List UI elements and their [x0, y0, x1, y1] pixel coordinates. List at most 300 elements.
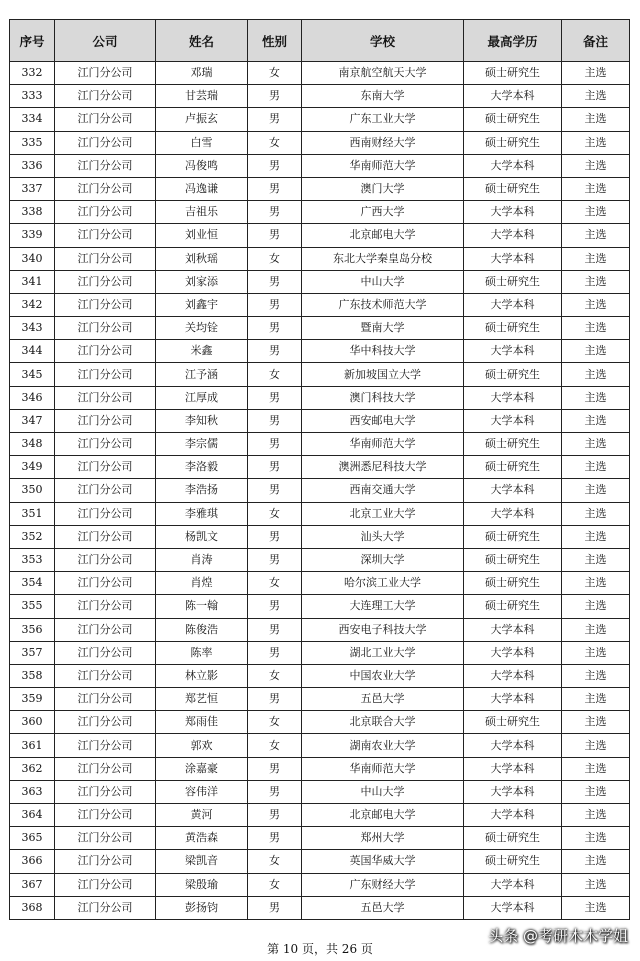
- cell-company: 江门分公司: [55, 154, 156, 177]
- cell-school: 湖北工业大学: [302, 641, 464, 664]
- cell-serial-number: 364: [10, 804, 55, 827]
- cell-name: 卢振玄: [156, 108, 248, 131]
- column-header-serial-number: 序号: [10, 20, 55, 62]
- cell-school: 新加坡国立大学: [302, 363, 464, 386]
- table-row: [10, 548, 630, 571]
- cell-school: 中山大学: [302, 780, 464, 803]
- cell-name: 关均铨: [156, 317, 248, 340]
- cell-company: 江门分公司: [55, 688, 156, 711]
- cell-company: 江门分公司: [55, 734, 156, 757]
- cell-name: 李浩扬: [156, 479, 248, 502]
- cell-school: 汕头大学: [302, 525, 464, 548]
- cell-company: 江门分公司: [55, 618, 156, 641]
- cell-remark: 主选: [562, 340, 630, 363]
- column-header-school: 学校: [302, 20, 464, 62]
- table-row: [10, 896, 630, 919]
- cell-gender: 男: [248, 595, 302, 618]
- cell-highest-degree: 大学本科: [464, 804, 562, 827]
- cell-remark: 主选: [562, 317, 630, 340]
- cell-name: 江厚成: [156, 386, 248, 409]
- cell-gender: 男: [248, 85, 302, 108]
- cell-remark: 主选: [562, 641, 630, 664]
- cell-highest-degree: 大学本科: [464, 618, 562, 641]
- cell-company: 江门分公司: [55, 664, 156, 687]
- cell-highest-degree: 硕士研究生: [464, 595, 562, 618]
- cell-company: 江门分公司: [55, 502, 156, 525]
- cell-company: 江门分公司: [55, 247, 156, 270]
- cell-name: 刘鑫宇: [156, 293, 248, 316]
- cell-remark: 主选: [562, 224, 630, 247]
- cell-remark: 主选: [562, 270, 630, 293]
- table-row: [10, 479, 630, 502]
- cell-school: 南京航空航天大学: [302, 62, 464, 85]
- cell-school: 广东技术师范大学: [302, 293, 464, 316]
- cell-name: 杨凯文: [156, 525, 248, 548]
- cell-company: 江门分公司: [55, 780, 156, 803]
- cell-name: 邓瑞: [156, 62, 248, 85]
- cell-highest-degree: 大学本科: [464, 479, 562, 502]
- cell-serial-number: 332: [10, 62, 55, 85]
- cell-company: 江门分公司: [55, 131, 156, 154]
- cell-serial-number: 357: [10, 641, 55, 664]
- table-row: [10, 757, 630, 780]
- cell-gender: 男: [248, 340, 302, 363]
- table-row: [10, 456, 630, 479]
- cell-company: 江门分公司: [55, 595, 156, 618]
- cell-highest-degree: 大学本科: [464, 873, 562, 896]
- cell-company: 江门分公司: [55, 177, 156, 200]
- cell-gender: 男: [248, 386, 302, 409]
- cell-school: 哈尔滨工业大学: [302, 572, 464, 595]
- cell-highest-degree: 大学本科: [464, 502, 562, 525]
- cell-highest-degree: 硕士研究生: [464, 62, 562, 85]
- cell-remark: 主选: [562, 62, 630, 85]
- table-row: [10, 711, 630, 734]
- table-row: [10, 734, 630, 757]
- table-row: [10, 108, 630, 131]
- table-body: [10, 62, 630, 920]
- table-row: [10, 85, 630, 108]
- cell-school: 大连理工大学: [302, 595, 464, 618]
- roster-table: [9, 19, 630, 920]
- cell-school: 北京邮电大学: [302, 804, 464, 827]
- cell-highest-degree: 大学本科: [464, 409, 562, 432]
- cell-serial-number: 363: [10, 780, 55, 803]
- cell-highest-degree: 硕士研究生: [464, 456, 562, 479]
- cell-gender: 男: [248, 224, 302, 247]
- cell-gender: 男: [248, 641, 302, 664]
- page-number: 第 10 页，共 26 页: [267, 942, 373, 956]
- cell-company: 江门分公司: [55, 572, 156, 595]
- table-row: [10, 688, 630, 711]
- cell-name: 肖煌: [156, 572, 248, 595]
- cell-highest-degree: 硕士研究生: [464, 572, 562, 595]
- cell-name: 米鑫: [156, 340, 248, 363]
- cell-gender: 男: [248, 201, 302, 224]
- cell-serial-number: 353: [10, 548, 55, 571]
- cell-remark: 主选: [562, 177, 630, 200]
- cell-remark: 主选: [562, 108, 630, 131]
- table-row: [10, 873, 630, 896]
- cell-serial-number: 345: [10, 363, 55, 386]
- cell-name: 陈一翰: [156, 595, 248, 618]
- cell-remark: 主选: [562, 711, 630, 734]
- cell-company: 江门分公司: [55, 201, 156, 224]
- cell-school: 西南财经大学: [302, 131, 464, 154]
- cell-remark: 主选: [562, 502, 630, 525]
- cell-name: 涂嘉豪: [156, 757, 248, 780]
- cell-serial-number: 335: [10, 131, 55, 154]
- cell-highest-degree: 大学本科: [464, 85, 562, 108]
- cell-serial-number: 340: [10, 247, 55, 270]
- cell-remark: 主选: [562, 386, 630, 409]
- table-row: [10, 780, 630, 803]
- table-row: [10, 502, 630, 525]
- cell-school: 五邑大学: [302, 688, 464, 711]
- table-row: [10, 131, 630, 154]
- table-row: [10, 804, 630, 827]
- cell-serial-number: 349: [10, 456, 55, 479]
- cell-serial-number: 368: [10, 896, 55, 919]
- table-row: [10, 850, 630, 873]
- cell-remark: 主选: [562, 827, 630, 850]
- cell-school: 澳门科技大学: [302, 386, 464, 409]
- cell-gender: 男: [248, 780, 302, 803]
- cell-school: 澳门大学: [302, 177, 464, 200]
- cell-name: 陈率: [156, 641, 248, 664]
- cell-school: 东北大学秦皇岛分校: [302, 247, 464, 270]
- table-row: [10, 317, 630, 340]
- cell-remark: 主选: [562, 479, 630, 502]
- cell-gender: 男: [248, 456, 302, 479]
- cell-highest-degree: 大学本科: [464, 664, 562, 687]
- cell-remark: 主选: [562, 525, 630, 548]
- cell-highest-degree: 硕士研究生: [464, 108, 562, 131]
- cell-remark: 主选: [562, 456, 630, 479]
- cell-school: 五邑大学: [302, 896, 464, 919]
- cell-remark: 主选: [562, 363, 630, 386]
- cell-company: 江门分公司: [55, 224, 156, 247]
- cell-company: 江门分公司: [55, 108, 156, 131]
- cell-gender: 男: [248, 177, 302, 200]
- cell-serial-number: 365: [10, 827, 55, 850]
- cell-gender: 女: [248, 873, 302, 896]
- table-row: [10, 433, 630, 456]
- cell-gender: 女: [248, 572, 302, 595]
- cell-company: 江门分公司: [55, 62, 156, 85]
- cell-serial-number: 362: [10, 757, 55, 780]
- cell-company: 江门分公司: [55, 711, 156, 734]
- cell-serial-number: 343: [10, 317, 55, 340]
- cell-school: 北京邮电大学: [302, 224, 464, 247]
- cell-gender: 男: [248, 548, 302, 571]
- cell-remark: 主选: [562, 873, 630, 896]
- cell-gender: 男: [248, 409, 302, 432]
- cell-company: 江门分公司: [55, 386, 156, 409]
- table-row: [10, 247, 630, 270]
- cell-company: 江门分公司: [55, 433, 156, 456]
- table-row: [10, 827, 630, 850]
- cell-serial-number: 355: [10, 595, 55, 618]
- cell-highest-degree: 大学本科: [464, 896, 562, 919]
- cell-gender: 女: [248, 502, 302, 525]
- cell-name: 吉祖乐: [156, 201, 248, 224]
- cell-gender: 男: [248, 688, 302, 711]
- cell-serial-number: 351: [10, 502, 55, 525]
- cell-name: 李雅琪: [156, 502, 248, 525]
- cell-gender: 女: [248, 664, 302, 687]
- watermark: 头条 @考研木木学姐: [488, 927, 628, 945]
- cell-remark: 主选: [562, 85, 630, 108]
- cell-serial-number: 333: [10, 85, 55, 108]
- cell-school: 华南师范大学: [302, 757, 464, 780]
- cell-school: 广东工业大学: [302, 108, 464, 131]
- cell-gender: 男: [248, 293, 302, 316]
- cell-company: 江门分公司: [55, 340, 156, 363]
- cell-company: 江门分公司: [55, 479, 156, 502]
- cell-remark: 主选: [562, 548, 630, 571]
- cell-school: 北京联合大学: [302, 711, 464, 734]
- table-row: [10, 340, 630, 363]
- cell-company: 江门分公司: [55, 804, 156, 827]
- cell-school: 西南交通大学: [302, 479, 464, 502]
- table-row: [10, 664, 630, 687]
- table-row: [10, 62, 630, 85]
- cell-company: 江门分公司: [55, 850, 156, 873]
- cell-highest-degree: 大学本科: [464, 641, 562, 664]
- cell-name: 刘家添: [156, 270, 248, 293]
- cell-company: 江门分公司: [55, 827, 156, 850]
- cell-serial-number: 367: [10, 873, 55, 896]
- table-row: [10, 177, 630, 200]
- cell-school: 西安电子科技大学: [302, 618, 464, 641]
- cell-highest-degree: 硕士研究生: [464, 317, 562, 340]
- cell-remark: 主选: [562, 618, 630, 641]
- cell-highest-degree: 硕士研究生: [464, 711, 562, 734]
- cell-gender: 男: [248, 757, 302, 780]
- cell-name: 李洛毅: [156, 456, 248, 479]
- cell-serial-number: 352: [10, 525, 55, 548]
- cell-school: 广东财经大学: [302, 873, 464, 896]
- cell-name: 黄浩森: [156, 827, 248, 850]
- cell-gender: 男: [248, 827, 302, 850]
- cell-gender: 男: [248, 270, 302, 293]
- table-row: [10, 224, 630, 247]
- column-header-company: 公司: [55, 20, 156, 62]
- cell-gender: 女: [248, 62, 302, 85]
- cell-serial-number: 341: [10, 270, 55, 293]
- cell-highest-degree: 大学本科: [464, 247, 562, 270]
- cell-school: 华南师范大学: [302, 433, 464, 456]
- cell-highest-degree: 大学本科: [464, 780, 562, 803]
- cell-school: 华南师范大学: [302, 154, 464, 177]
- cell-company: 江门分公司: [55, 270, 156, 293]
- cell-name: 林立影: [156, 664, 248, 687]
- cell-name: 冯逸谦: [156, 177, 248, 200]
- cell-gender: 女: [248, 247, 302, 270]
- cell-remark: 主选: [562, 757, 630, 780]
- cell-school: 华中科技大学: [302, 340, 464, 363]
- cell-serial-number: 361: [10, 734, 55, 757]
- cell-serial-number: 358: [10, 664, 55, 687]
- cell-highest-degree: 硕士研究生: [464, 525, 562, 548]
- cell-highest-degree: 大学本科: [464, 688, 562, 711]
- cell-serial-number: 360: [10, 711, 55, 734]
- cell-remark: 主选: [562, 804, 630, 827]
- cell-remark: 主选: [562, 734, 630, 757]
- cell-company: 江门分公司: [55, 525, 156, 548]
- column-header-gender: 性别: [248, 20, 302, 62]
- table-row: [10, 293, 630, 316]
- cell-school: 深圳大学: [302, 548, 464, 571]
- cell-company: 江门分公司: [55, 873, 156, 896]
- table-row: [10, 525, 630, 548]
- table-row: [10, 641, 630, 664]
- table-row: [10, 270, 630, 293]
- table-row: [10, 572, 630, 595]
- cell-school: 中山大学: [302, 270, 464, 293]
- cell-highest-degree: 大学本科: [464, 224, 562, 247]
- column-header-name: 姓名: [156, 20, 248, 62]
- cell-serial-number: 348: [10, 433, 55, 456]
- cell-name: 陈俊浩: [156, 618, 248, 641]
- cell-remark: 主选: [562, 572, 630, 595]
- cell-school: 西安邮电大学: [302, 409, 464, 432]
- cell-serial-number: 346: [10, 386, 55, 409]
- cell-gender: 男: [248, 433, 302, 456]
- cell-serial-number: 342: [10, 293, 55, 316]
- cell-highest-degree: 大学本科: [464, 734, 562, 757]
- cell-company: 江门分公司: [55, 456, 156, 479]
- cell-name: 容伟洋: [156, 780, 248, 803]
- cell-name: 肖涛: [156, 548, 248, 571]
- cell-company: 江门分公司: [55, 317, 156, 340]
- cell-name: 郑艺恒: [156, 688, 248, 711]
- cell-company: 江门分公司: [55, 641, 156, 664]
- cell-remark: 主选: [562, 664, 630, 687]
- cell-name: 梁凯音: [156, 850, 248, 873]
- cell-remark: 主选: [562, 131, 630, 154]
- cell-gender: 男: [248, 896, 302, 919]
- cell-serial-number: 359: [10, 688, 55, 711]
- column-header-remark: 备注: [562, 20, 630, 62]
- cell-school: 暨南大学: [302, 317, 464, 340]
- column-header-highest-degree: 最高学历: [464, 20, 562, 62]
- cell-serial-number: 334: [10, 108, 55, 131]
- cell-remark: 主选: [562, 896, 630, 919]
- cell-serial-number: 344: [10, 340, 55, 363]
- cell-serial-number: 366: [10, 850, 55, 873]
- cell-highest-degree: 硕士研究生: [464, 548, 562, 571]
- cell-gender: 男: [248, 317, 302, 340]
- cell-name: 刘业恒: [156, 224, 248, 247]
- table-row: [10, 618, 630, 641]
- cell-highest-degree: 硕士研究生: [464, 827, 562, 850]
- cell-remark: 主选: [562, 595, 630, 618]
- cell-highest-degree: 大学本科: [464, 293, 562, 316]
- cell-serial-number: 338: [10, 201, 55, 224]
- cell-remark: 主选: [562, 433, 630, 456]
- cell-name: 彭扬钧: [156, 896, 248, 919]
- cell-highest-degree: 大学本科: [464, 386, 562, 409]
- cell-company: 江门分公司: [55, 85, 156, 108]
- cell-school: 北京工业大学: [302, 502, 464, 525]
- cell-serial-number: 350: [10, 479, 55, 502]
- cell-highest-degree: 硕士研究生: [464, 270, 562, 293]
- cell-name: 梁殷瑜: [156, 873, 248, 896]
- cell-serial-number: 339: [10, 224, 55, 247]
- cell-school: 英国华威大学: [302, 850, 464, 873]
- cell-serial-number: 336: [10, 154, 55, 177]
- cell-name: 甘芸瑞: [156, 85, 248, 108]
- cell-gender: 男: [248, 525, 302, 548]
- cell-name: 刘秋瑶: [156, 247, 248, 270]
- cell-name: 冯俊鸣: [156, 154, 248, 177]
- cell-remark: 主选: [562, 154, 630, 177]
- cell-remark: 主选: [562, 409, 630, 432]
- cell-serial-number: 337: [10, 177, 55, 200]
- cell-school: 东南大学: [302, 85, 464, 108]
- cell-name: 李宗儒: [156, 433, 248, 456]
- table-row: [10, 595, 630, 618]
- cell-school: 湖南农业大学: [302, 734, 464, 757]
- cell-school: 澳洲悉尼科技大学: [302, 456, 464, 479]
- cell-school: 广西大学: [302, 201, 464, 224]
- cell-name: 黄河: [156, 804, 248, 827]
- cell-remark: 主选: [562, 850, 630, 873]
- cell-name: 郭欢: [156, 734, 248, 757]
- cell-company: 江门分公司: [55, 293, 156, 316]
- cell-highest-degree: 硕士研究生: [464, 177, 562, 200]
- cell-gender: 女: [248, 363, 302, 386]
- table-row: [10, 409, 630, 432]
- table-row: [10, 154, 630, 177]
- cell-school: 郑州大学: [302, 827, 464, 850]
- cell-gender: 女: [248, 734, 302, 757]
- cell-name: 李知秋: [156, 409, 248, 432]
- cell-name: 郑雨佳: [156, 711, 248, 734]
- cell-remark: 主选: [562, 201, 630, 224]
- cell-serial-number: 347: [10, 409, 55, 432]
- cell-serial-number: 354: [10, 572, 55, 595]
- table-header-row: [10, 20, 630, 62]
- table-row: [10, 386, 630, 409]
- cell-company: 江门分公司: [55, 363, 156, 386]
- cell-gender: 女: [248, 711, 302, 734]
- cell-gender: 男: [248, 479, 302, 502]
- cell-highest-degree: 硕士研究生: [464, 433, 562, 456]
- cell-gender: 男: [248, 618, 302, 641]
- cell-highest-degree: 硕士研究生: [464, 363, 562, 386]
- cell-gender: 男: [248, 108, 302, 131]
- cell-name: 江予涵: [156, 363, 248, 386]
- cell-company: 江门分公司: [55, 409, 156, 432]
- cell-remark: 主选: [562, 293, 630, 316]
- cell-highest-degree: 大学本科: [464, 757, 562, 780]
- cell-remark: 主选: [562, 780, 630, 803]
- table-row: [10, 201, 630, 224]
- cell-company: 江门分公司: [55, 896, 156, 919]
- cell-serial-number: 356: [10, 618, 55, 641]
- cell-highest-degree: 大学本科: [464, 154, 562, 177]
- cell-gender: 男: [248, 154, 302, 177]
- cell-company: 江门分公司: [55, 548, 156, 571]
- cell-highest-degree: 大学本科: [464, 340, 562, 363]
- cell-name: 白雪: [156, 131, 248, 154]
- cell-gender: 男: [248, 804, 302, 827]
- cell-gender: 女: [248, 131, 302, 154]
- cell-remark: 主选: [562, 247, 630, 270]
